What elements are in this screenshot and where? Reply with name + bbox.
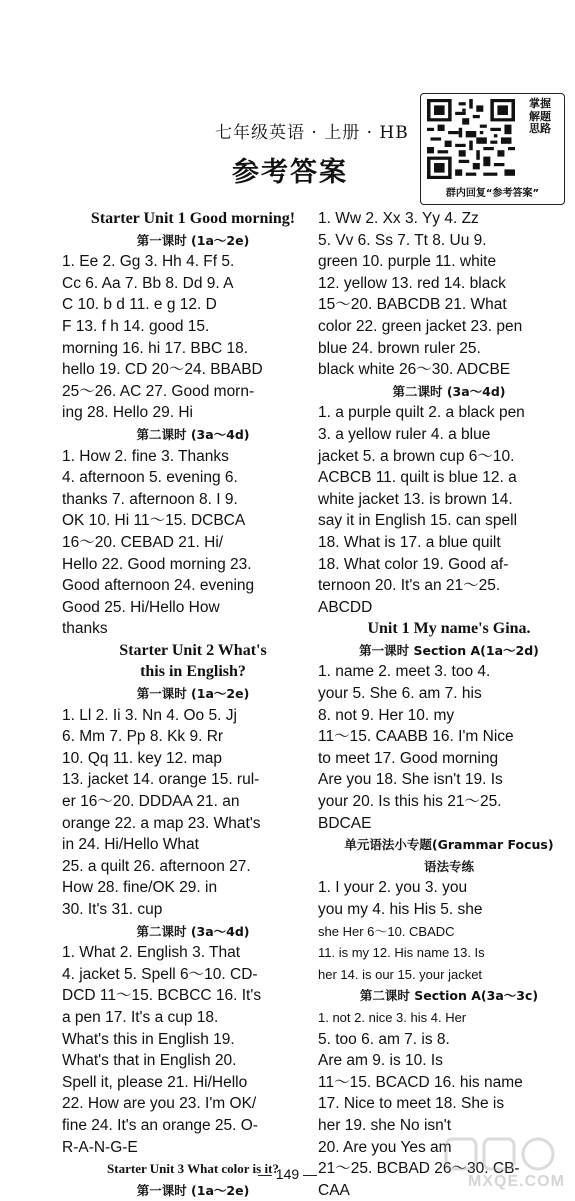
- answer-line: What's this in English 19.: [62, 1030, 235, 1048]
- answer-line: hello 19. CD 20～24. BBABD: [62, 361, 263, 379]
- watermark-text: MXQE.COM: [468, 1173, 565, 1190]
- answer-line: to meet 17. Good morning: [318, 749, 499, 767]
- answer-line: 1. Ll 2. Ii 3. Nn 4. Oo 5. Jj: [62, 706, 237, 724]
- qr-caption: 群内回复“参考答案”: [445, 188, 540, 199]
- answer-line: in 24. Hi/Hello What: [62, 836, 199, 854]
- answer-line: she Her 6～10. CBADC: [318, 923, 455, 939]
- answer-line: 第一课时 (1a～2e): [136, 232, 250, 248]
- qr-side-text: 掌握解题思路: [529, 97, 551, 136]
- answer-line: fine 24. It's an orange 25. O-: [62, 1116, 258, 1134]
- answer-line: 10. Qq 11. key 12. map: [62, 749, 222, 767]
- answer-line: 12. yellow 13. red 14. black: [318, 274, 506, 292]
- answer-line: 单元语法小专题(Grammar Focus): [344, 837, 554, 853]
- answer-line: ABCDD: [318, 598, 373, 616]
- answer-line: 5. Vv 6. Ss 7. Tt 8. Uu 9.: [318, 231, 487, 249]
- answer-line: 13. jacket 14. orange 15. rul-: [62, 771, 260, 789]
- answer-line: 第二课时 (3a～4d): [392, 383, 506, 399]
- answer-line: black white 26～30. ADCBE: [318, 361, 511, 379]
- answer-line: What's that in English 20.: [62, 1052, 237, 1070]
- answer-line: Starter Unit 2 What's: [119, 641, 267, 659]
- answer-line: a pen 17. It's a cup 18.: [62, 1008, 219, 1026]
- answer-line: green 10. purple 11. white: [318, 253, 497, 271]
- answer-line: 1. How 2. fine 3. Thanks: [62, 447, 229, 465]
- answer-line: 第二课时 (3a～4d): [136, 923, 250, 939]
- answer-line: her 19. she No isn't: [318, 1116, 452, 1134]
- answer-line: Starter Unit 3 What color is it?: [107, 1161, 279, 1177]
- page-header: [0, 0, 575, 205]
- answer-line: DCD 11～15. BCBCC 16. It's: [62, 987, 262, 1005]
- answer-line: ACBCB 11. quilt is blue 12. a: [318, 469, 517, 487]
- answer-line: this in English?: [140, 663, 246, 681]
- answer-line: 25～26. AC 27. Good morn-: [62, 382, 255, 400]
- watermark-logo-icon: [440, 1135, 570, 1175]
- answer-line: 11～15. BCACD 16. his name: [318, 1073, 523, 1091]
- answer-line: Unit 1 My name's Gina.: [367, 620, 531, 638]
- answer-line: 第二课时 (3a～4d): [136, 426, 250, 442]
- answer-column-left: [62, 208, 324, 1201]
- answer-line: 30. It's 31. cup: [62, 901, 163, 918]
- answer-line: Starter Unit 1 Good morning!: [90, 210, 296, 227]
- answer-line: Good afternoon 24. evening: [62, 577, 255, 595]
- answer-line: thanks 7. afternoon 8. I 9.: [62, 490, 238, 508]
- answer-line: 18. What color 19. Good af-: [318, 555, 509, 573]
- answer-line: your 5. She 6. am 7. his: [318, 685, 482, 703]
- answer-line: C 10. b d 11. e g 12. D: [62, 296, 217, 314]
- answer-line: 4. afternoon 5. evening 6.: [62, 469, 238, 487]
- answer-line: CAA: [318, 1181, 350, 1199]
- answer-line: 1. not 2. nice 3. his 4. Her: [318, 1009, 467, 1025]
- answer-line: 第一课时 (1a～2e): [136, 686, 250, 702]
- answer-line: 1. Ww 2. Xx 3. Yy 4. Zz: [318, 210, 479, 227]
- page-number: — 149 —: [257, 1166, 318, 1182]
- page-title: 参考答案: [232, 157, 348, 188]
- answer-line: 15～20. BABCDB 21. What: [318, 296, 507, 314]
- answer-line: 1. name 2. meet 3. too 4.: [318, 663, 491, 681]
- answer-line: 1. I your 2. you 3. you: [318, 879, 468, 897]
- answer-line: you my 4. his His 5. she: [318, 901, 483, 918]
- answer-line: R-A-N-G-E: [62, 1138, 138, 1156]
- answer-line: 20. Are you Yes am: [318, 1138, 452, 1156]
- answer-line: 25. a quilt 26. afternoon 27.: [62, 857, 251, 875]
- answer-line: blue 24. brown ruler 25.: [318, 339, 481, 357]
- answer-line: your 20. Is this his 21～25.: [318, 793, 502, 811]
- answer-line: How 28. fine/OK 29. in: [62, 879, 218, 897]
- qr-code-image: [427, 99, 515, 179]
- answer-line: jacket 5. a brown cup 6～10.: [318, 447, 515, 465]
- answer-line: 1. What 2. English 3. That: [62, 944, 241, 962]
- answer-line: 1. a purple quilt 2. a black pen: [318, 404, 525, 422]
- answer-line: 21～25. BCBAD 26～30. CB-: [318, 1160, 520, 1178]
- qr-code-box: [420, 93, 565, 205]
- answer-line: color 22. green jacket 23. pen: [318, 317, 523, 335]
- answer-line: thanks: [62, 620, 108, 638]
- answer-line: Hello 22. Good morning 23.: [62, 555, 252, 573]
- answer-line: Spell it, please 21. Hi/Hello: [62, 1073, 248, 1091]
- answer-line: 8. not 9. Her 10. my: [318, 706, 455, 724]
- answer-line: 18. What is 17. a blue quilt: [318, 533, 501, 551]
- answer-line: 22. How are you 23. I'm OK/: [62, 1095, 257, 1113]
- answer-line: 第一课时 Section A(1a～2d): [359, 642, 539, 658]
- answer-line: 17. Nice to meet 18. She is: [318, 1095, 505, 1113]
- answer-line: 6. Mm 7. Pp 8. Kk 9. Rr: [62, 728, 224, 746]
- answer-line: BDCAE: [318, 814, 372, 832]
- answer-line: Good 25. Hi/Hello How: [62, 598, 220, 616]
- answer-line: her 14. is our 15. your jacket: [318, 966, 483, 982]
- answer-line: er 16～20. DDDAA 21. an: [62, 793, 240, 811]
- answer-line: ternoon 20. It's an 21～25.: [318, 577, 501, 595]
- answer-line: morning 16. hi 17. BBC 18.: [62, 339, 249, 357]
- answer-line: 1. Ee 2. Gg 3. Hh 4. Ff 5.: [62, 253, 235, 271]
- answer-line: 3. a yellow ruler 4. a blue: [318, 425, 491, 443]
- answer-line: ing 28. Hello 29. Hi: [62, 404, 193, 422]
- answer-line: 4. jacket 5. Spell 6～10. CD-: [62, 965, 258, 983]
- answer-line: F 13. f h 14. good 15.: [62, 317, 210, 335]
- answer-line: 16～20. CEBAD 21. Hi/: [62, 533, 224, 551]
- answer-line: Are you 18. She isn't 19. Is: [318, 771, 503, 789]
- answer-line: Are am 9. is 10. Is: [318, 1052, 443, 1070]
- answer-line: say it in English 15. can spell: [318, 512, 518, 530]
- answer-line: 第二课时 Section A(3a～3c): [359, 988, 539, 1004]
- answer-line: white jacket 13. is brown 14.: [318, 490, 513, 508]
- answer-line: 11. is my 12. His name 13. Is: [318, 945, 485, 961]
- answer-line: 11～15. CAABB 16. I'm Nice: [318, 728, 514, 746]
- answer-line: Cc 6. Aa 7. Bb 8. Dd 9. A: [62, 274, 234, 292]
- answer-line: OK 10. Hi 11～15. DCBCA: [62, 512, 246, 530]
- watermark: [440, 1135, 570, 1195]
- answer-column-right: [318, 208, 575, 1201]
- answer-line: orange 22. a map 23. What's: [62, 814, 261, 832]
- answer-line: 第一课时 (1a～2e): [136, 1182, 250, 1198]
- answer-line: 语法专练: [423, 858, 474, 874]
- answer-line: 5. too 6. am 7. is 8.: [318, 1030, 450, 1048]
- book-title: 七年级英语 · 上册 · HB: [215, 123, 409, 143]
